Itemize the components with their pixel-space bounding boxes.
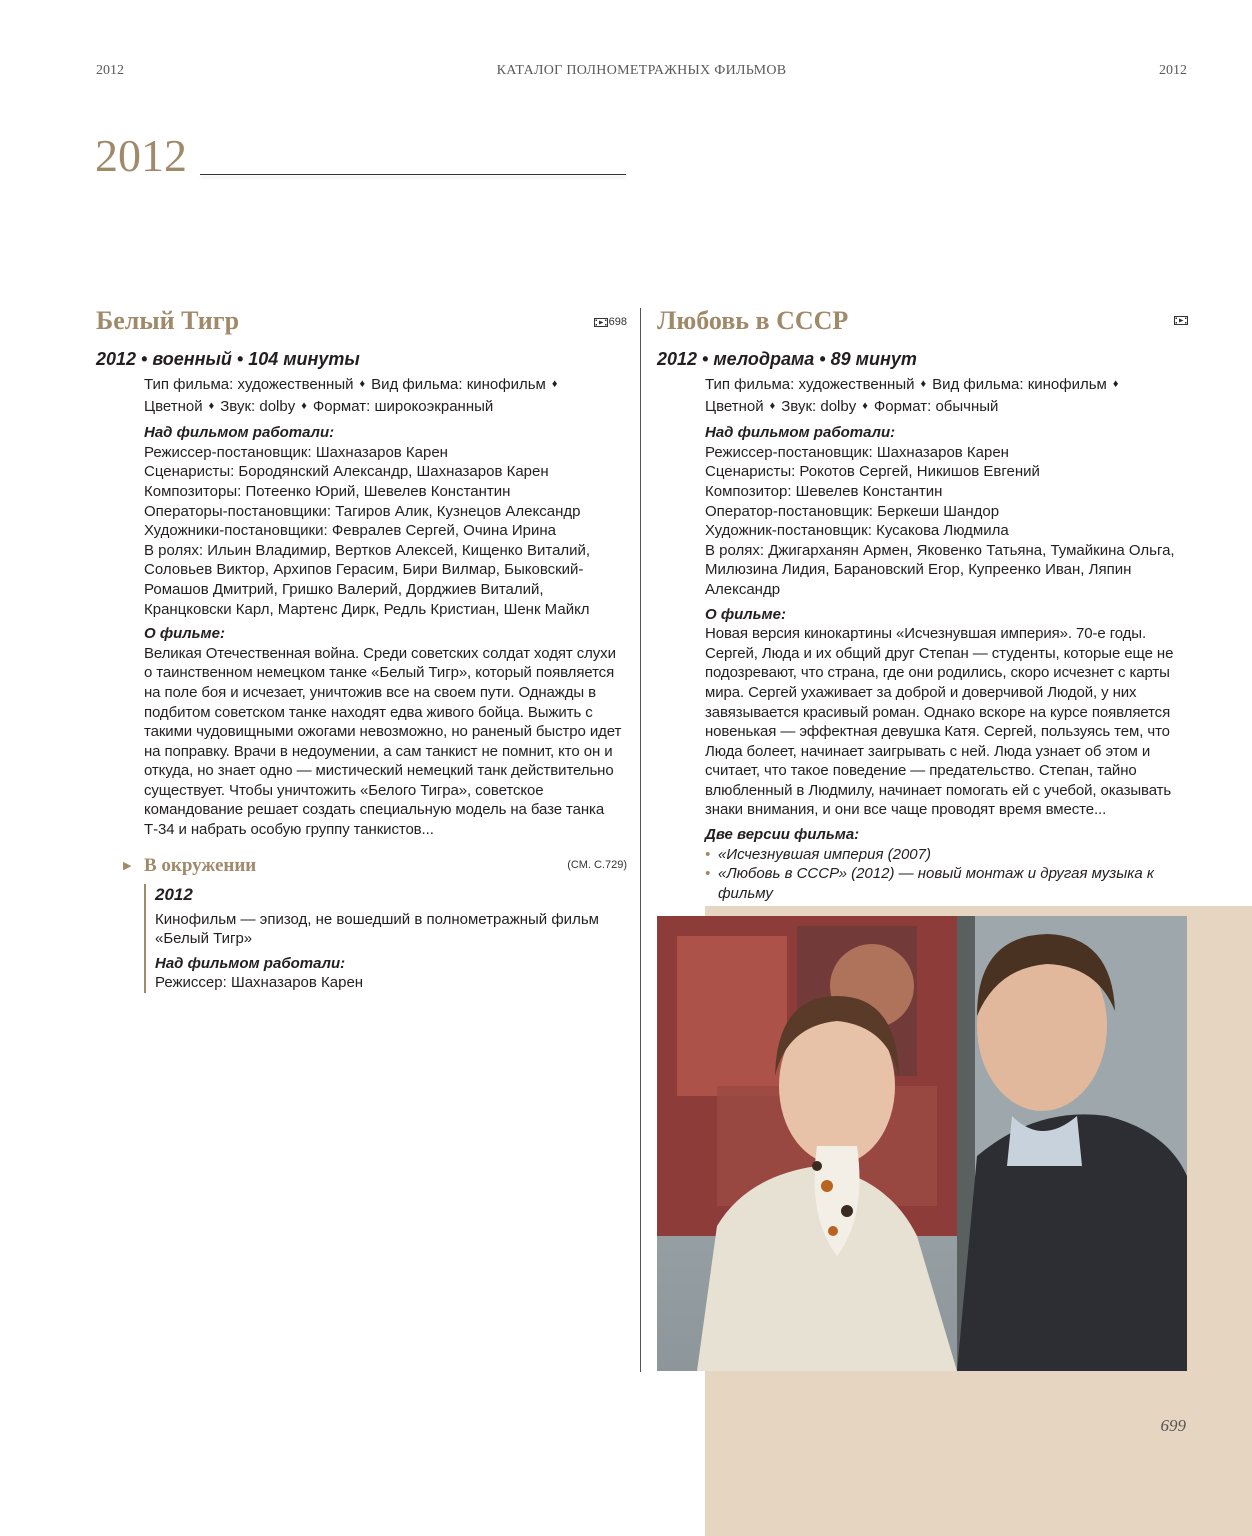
diamond-separator: ♦ <box>920 378 927 390</box>
film-title-row <box>657 306 1188 340</box>
film-kind: Вид фильма: кинофильм <box>371 376 546 393</box>
year-heading: 2012 <box>95 130 187 181</box>
running-header-year-left: 2012 <box>96 63 124 78</box>
film-sound: Звук: dolby <box>781 397 857 415</box>
film-sound: Звук: dolby <box>220 397 296 415</box>
related-crew-director: Режиссер: Шахназаров Карен <box>155 974 364 992</box>
crew-composer: Композитор: Шевелев Константин <box>705 482 943 500</box>
film-format: Формат: широкоэкранный <box>312 397 494 415</box>
year-heading-rule <box>200 174 626 175</box>
versions-list <box>705 845 1188 904</box>
film-type: Тип фильма: художественный <box>144 376 354 393</box>
film-still-illustration <box>657 916 1187 1371</box>
film-reel-icon <box>594 318 608 327</box>
crew-art-directors: Художники-постановщики: Февралев Сергей, Очина Ирина <box>144 522 556 540</box>
film-reference[interactable] <box>1174 316 1188 325</box>
diamond-separator: ♦ <box>1112 378 1119 390</box>
diamond-separator: ♦ <box>301 399 307 412</box>
crew-label: Над фильмом работали: <box>144 424 335 442</box>
related-film-header <box>123 854 627 878</box>
film-entry-white-tiger <box>96 306 627 993</box>
crew-cast: В ролях: Ильин Владимир, Вертков Алексей, Кищенко Виталий, Соловьев Виктор, Архипов Герасим, Бири Вилмар, Быковский-Ромашов Дмитрий, Гришко Валерий, Дорджиев Виталий, Кранцковски Карл, Мартенс Дирк, Редль Кристиан, Шенк Майкл <box>144 541 591 618</box>
crew-cinematographer: Оператор-постановщик: Беркеши Шандор <box>705 502 1000 520</box>
film-specs-line-1 <box>705 375 1188 397</box>
film-subtitle: 2012 • военный • 104 минуты <box>96 349 360 369</box>
film-specs-line-2 <box>144 397 627 419</box>
crew-art-director: Художник-постановщик: Кусакова Людмила <box>705 522 1009 540</box>
film-reel-icon <box>1174 316 1188 325</box>
diamond-separator: ♦ <box>359 378 366 390</box>
film-synopsis: Великая Отечественная война. Среди советских солдат ходят слухи о таинственном немецком танке «Белый Тигр», который появляется на поле боя и исчезает, уничтожив все на своем пути. Однажды в подбитом советском танке находят едва живого бойца. Выжить с такими чудовищными ожогами невозможно, но раненый быстро идет на поправку. Врачи в недоумении, а сам танкист не помнит, кто он и откуда, но знает одно — мистический немецкий танк действительно существует. Чтобы уничтожить «Белого Тигра», советское командование решает создать специальную модель на базе танка Т-34 и набрать особую группу танкистов... <box>144 644 622 839</box>
film-kind: Вид фильма: кинофильм <box>932 376 1107 393</box>
related-film-details <box>144 884 627 993</box>
film-still-photo <box>657 916 1187 1371</box>
film-reference-page: 698 <box>608 316 627 328</box>
running-header-title: КАТАЛОГ ПОЛНОМЕТРАЖНЫХ ФИЛЬМОВ <box>496 63 787 78</box>
page-number: 699 <box>1160 1416 1186 1435</box>
related-film-year: 2012 <box>155 884 193 904</box>
crew-director: Режиссер-постановщик: Шахназаров Карен <box>705 443 1009 461</box>
film-title: Белый Тигр <box>96 306 240 335</box>
crew-composers: Композиторы: Потеенко Юрий, Шевелев Константин <box>144 482 511 500</box>
film-color: Цветной <box>144 397 203 415</box>
crew-label: Над фильмом работали: <box>705 424 896 442</box>
film-format: Формат: обычный <box>873 397 999 415</box>
film-specs-line-1 <box>144 375 627 397</box>
crew-cinematographers: Операторы-постановщики: Тагиров Алик, Кузнецов Александр <box>144 502 581 520</box>
film-entry-love-in-ussr <box>657 306 1188 903</box>
version-item: • «Любовь в СССР» (2012) — новый монтаж и другая музыка к фильму <box>705 864 1188 903</box>
related-film-description: Кинофильм — эпизод, не вошедший в полнометражный фильм «Белый Тигр» <box>155 910 599 948</box>
diamond-separator: ♦ <box>769 399 776 412</box>
column-divider <box>640 308 641 1372</box>
crew-writers: Сценаристы: Бородянский Александр, Шахназаров Карен <box>144 463 549 481</box>
diamond-separator: ♦ <box>862 399 868 412</box>
running-header-year-right: 2012 <box>1159 63 1187 78</box>
film-subtitle: 2012 • мелодрама • 89 минут <box>657 349 917 369</box>
film-details <box>705 375 1188 903</box>
related-film-encirclement <box>123 854 627 993</box>
film-specs-line-2 <box>705 397 1188 419</box>
about-label: О фильме: <box>705 605 786 623</box>
crew-cast: В ролях: Джигарханян Армен, Яковенко Татьяна, Тумайкина Ольга, Милюзина Лидия, Барановский Егор, Купреенко Иван, Ляпин Александр <box>705 541 1175 598</box>
film-details <box>144 375 627 840</box>
related-crew-label: Над фильмом работали: <box>155 954 346 972</box>
triangle-bullet-icon: ▶ <box>123 860 132 873</box>
diamond-separator: ♦ <box>551 378 558 390</box>
film-type: Тип фильма: художественный <box>705 376 915 393</box>
film-title-row <box>96 306 627 340</box>
related-film-title: В окружении <box>144 854 257 876</box>
film-synopsis: Новая версия кинокартины «Исчезнувшая империя». 70-е годы. Сергей, Люда и их общий друг Степан — студенты, которые еще не подозревают, что страна, где они родились, скоро исчезнет с карты мира. Сергей ухаживает за доброй и доверчивой Людой, у них завязывается красивый роман. Однако вскоре на курсе появляется новенькая — эффектная девушка Катя. Сергей, пользуясь тем, что Люда болеет, начинает заигрывать с ней. Люда узнает об этом и считает, что такое поведение — предательство. Степан, тайно влюбленный в Людмилу, начинает помогать ей с учебой, оказывать знаки внимания, и они все чаще проводят время вместе... <box>705 625 1174 819</box>
crew-writers: Сценаристы: Рокотов Сергей, Никишов Евгений <box>705 463 1040 481</box>
related-film-reference[interactable]: (СМ. С.729) <box>567 858 627 871</box>
about-label: О фильме: <box>144 625 225 643</box>
film-title: Любовь в СССР <box>657 306 849 335</box>
film-color: Цветной <box>705 397 764 415</box>
version-item: • «Исчезнувшая империя (2007) <box>705 845 1188 865</box>
crew-director: Режиссер-постановщик: Шахназаров Карен <box>144 443 448 461</box>
versions-label: Две версии фильма: <box>705 826 860 844</box>
film-reference[interactable] <box>594 316 627 328</box>
diamond-separator: ♦ <box>208 399 215 412</box>
